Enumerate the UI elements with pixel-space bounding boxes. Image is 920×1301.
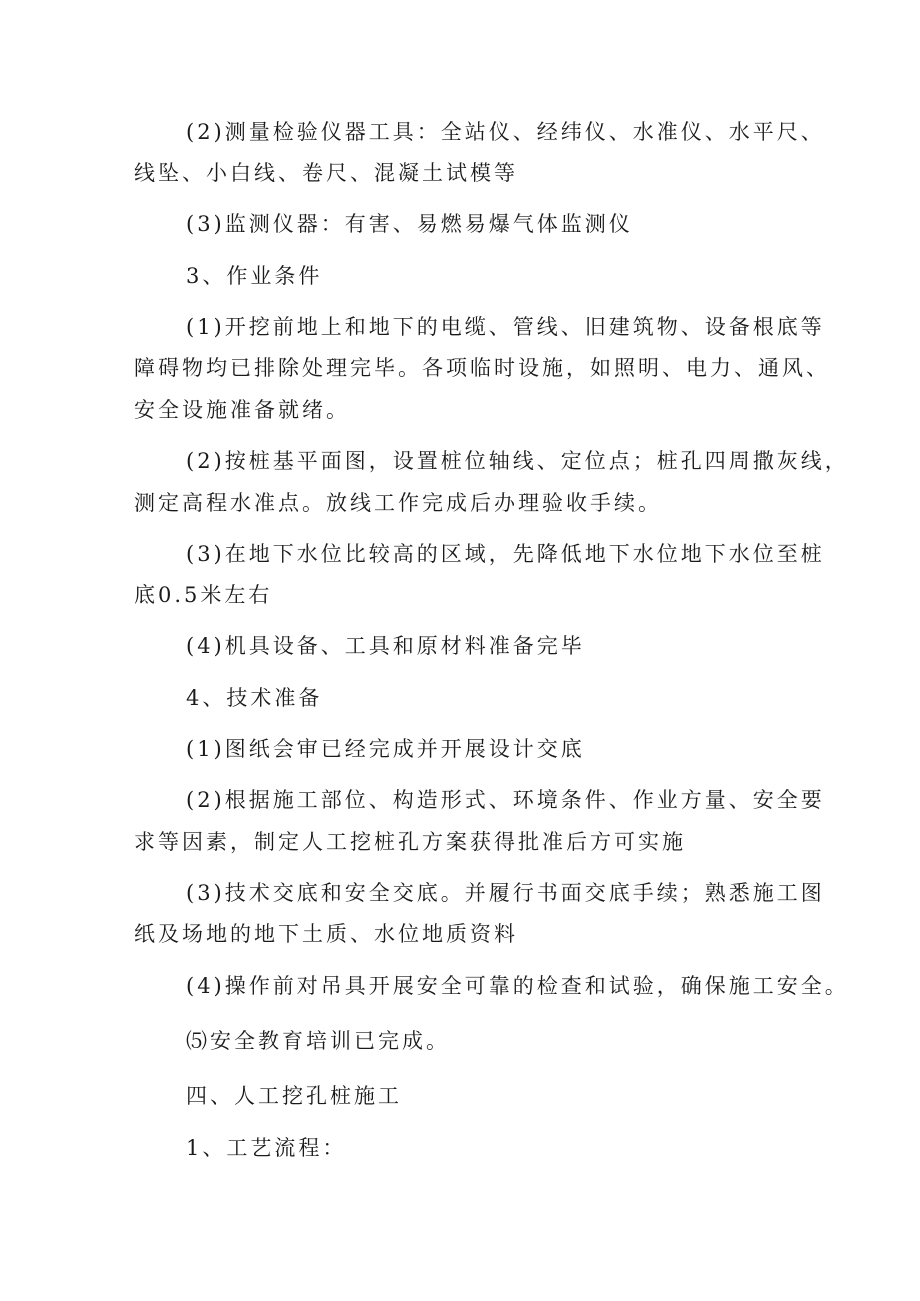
- paragraph-line: (3)在地下水位比较高的区域，先降低地下水位地下水位至桩: [186, 542, 825, 566]
- paragraph-line: 测定高程水准点。放线工作完成后办理验收手续。: [134, 491, 662, 515]
- paragraph-line: (1)开挖前地上和地下的电缆、管线、旧建筑物、设备根底等: [186, 315, 825, 339]
- section-heading: 四、人工挖孔桩施工: [186, 1084, 402, 1108]
- paragraph-line: (3)监测仪器：有害、易燃易爆气体监测仪: [186, 212, 633, 236]
- section-heading: 3、作业条件: [186, 264, 323, 288]
- paragraph-line: 纸及场地的地下土质、水位地质资料: [134, 922, 518, 946]
- section-heading: 4、技术准备: [186, 686, 323, 710]
- paragraph-line: 底0.5米左右: [134, 583, 273, 607]
- paragraph-line: (3)技术交底和安全交底。并履行书面交底手续；熟悉施工图: [186, 881, 825, 905]
- paragraph-line: (2)测量检验仪器工具：全站仪、经纬仪、水准仪、水平尺、: [186, 120, 825, 144]
- paragraph-line: (4)机具设备、工具和原材料准备完毕: [186, 634, 585, 658]
- paragraph-line: 求等因素，制定人工挖桩孔方案获得批准后方可实施: [134, 830, 686, 854]
- section-heading: 1、工艺流程：: [186, 1136, 347, 1160]
- paragraph-line: (2)按桩基平面图，设置桩位轴线、定位点；桩孔四周撒灰线，: [186, 449, 849, 473]
- paragraph-line: (2)根据施工部位、构造形式、环境条件、作业方量、安全要: [186, 788, 825, 812]
- paragraph-line: 安全设施准备就绪。: [134, 398, 350, 422]
- paragraph-line: (4)操作前对吊具开展安全可靠的检查和试验，确保施工安全。: [186, 974, 849, 998]
- paragraph-line: 线坠、小白线、卷尺、混凝土试模等: [134, 161, 518, 185]
- paragraph-line: 障碍物均已排除处理完毕。各项临时设施，如照明、电力、通风、: [134, 356, 830, 380]
- paragraph-line: ⑸安全教育培训已完成。: [186, 1029, 450, 1053]
- paragraph-line: (1)图纸会审已经完成并开展设计交底: [186, 737, 585, 761]
